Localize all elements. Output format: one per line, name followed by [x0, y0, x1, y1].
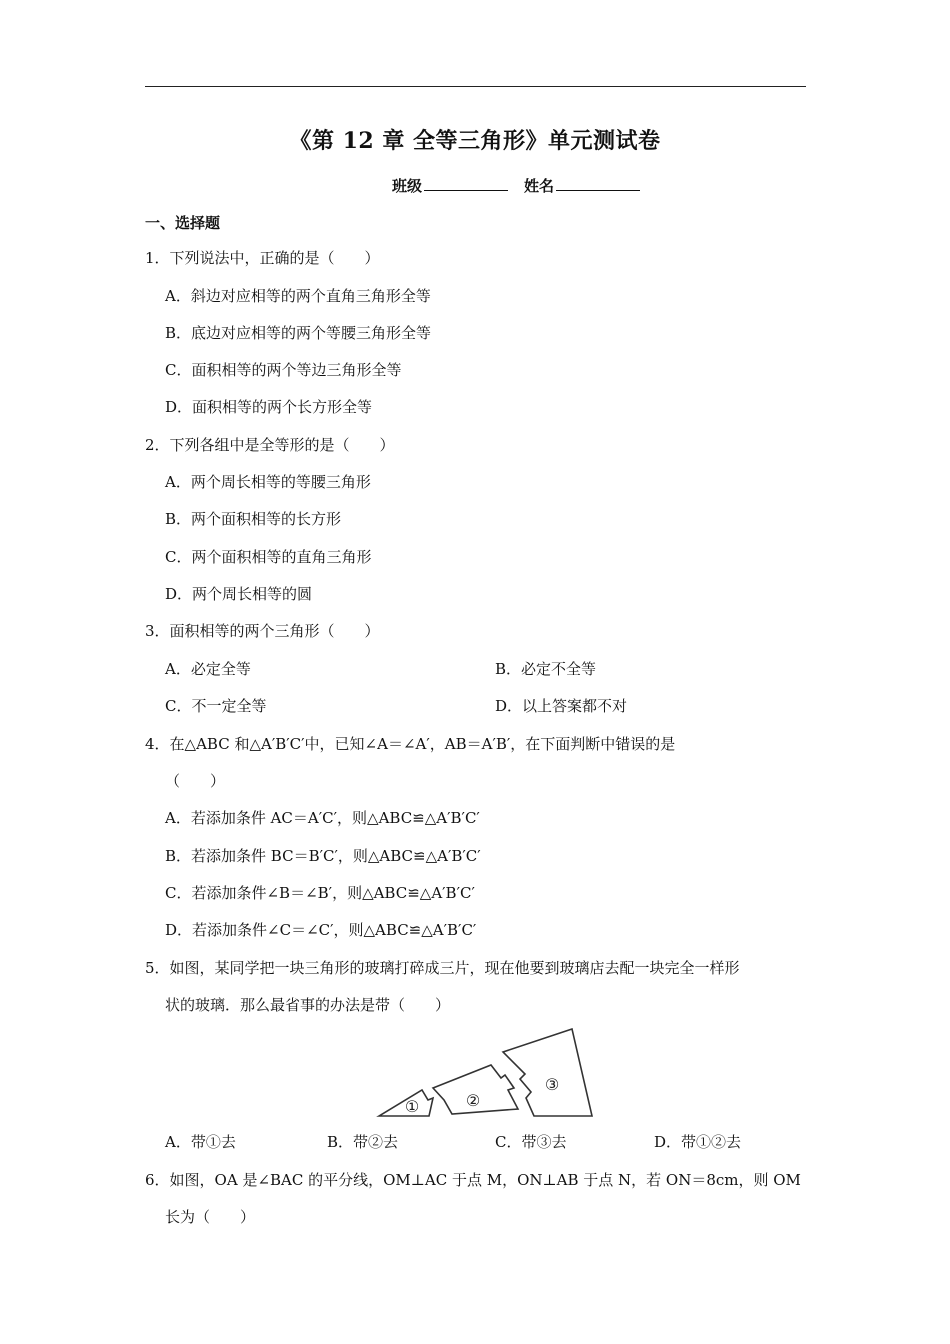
q4-option-a: A．若添加条件 AC＝A′C′，则△ABC≌△A′B′C′: [165, 809, 480, 827]
q2-option-c: C．两个面积相等的直角三角形: [165, 548, 372, 566]
class-blank[interactable]: [424, 174, 508, 191]
q4-stem: 4．在△ABC 和△A′B′C′中，已知∠A＝∠A′，AB＝A′B′，在下面判断中错误的是: [145, 735, 676, 753]
name-label: 姓名: [524, 177, 555, 195]
q2-option-d: D．两个周长相等的圆: [165, 585, 313, 603]
student-info: [392, 174, 640, 196]
header-rule: [145, 86, 806, 87]
q5-stem-cont: 状的玻璃．那么最省事的办法是带（ ）: [165, 996, 451, 1014]
q6-stem-cont: 长为（ ）: [165, 1208, 256, 1226]
q3-option-b: B．必定不全等: [495, 660, 597, 678]
q3-option-a: A．必定全等: [165, 660, 251, 678]
page-title: 《第 12 章 全等三角形》单元测试卷: [289, 128, 661, 154]
broken-glass-figure: [376, 1028, 600, 1126]
q4-stem-cont: （ ）: [165, 772, 226, 790]
q5-option-b: B．带②去: [327, 1133, 399, 1151]
q1-option-b: B．底边对应相等的两个等腰三角形全等: [165, 324, 432, 342]
q4-option-c: C．若添加条件∠B＝∠B′，则△ABC≌△A′B′C′: [165, 884, 475, 902]
broken-glass-diagram: [376, 1028, 600, 1122]
q2-option-b: B．两个面积相等的长方形: [165, 510, 342, 528]
q1-option-d: D．面积相等的两个长方形全等: [165, 398, 373, 416]
q4-option-b: B．若添加条件 BC＝B′C′，则△ABC≌△A′B′C′: [165, 847, 481, 865]
piece-1-label: ①: [404, 1097, 420, 1116]
piece-3-label: ③: [544, 1075, 560, 1094]
q5-option-a: A．带①去: [165, 1133, 236, 1151]
q5-option-d: D．带①②去: [654, 1133, 742, 1151]
q3-option-d: D．以上答案都不对: [495, 697, 628, 715]
q1-option-c: C．面积相等的两个等边三角形全等: [165, 361, 402, 379]
q6-stem: 6．如图，OA 是∠BAC 的平分线，OM⊥AC 于点 M，ON⊥AB 于点 N，若 ON＝8cm，则 OM: [145, 1171, 801, 1189]
q1-option-a: A．斜边对应相等的两个直角三角形全等: [165, 287, 431, 305]
glass-piece-3: [503, 1029, 592, 1116]
q2-option-a: A．两个周长相等的等腰三角形: [165, 473, 371, 491]
piece-2-label: ②: [465, 1091, 481, 1110]
class-label: 班级: [392, 177, 423, 195]
q5-option-c: C．带③去: [495, 1133, 567, 1151]
q4-option-d: D．若添加条件∠C＝∠C′，则△ABC≌△A′B′C′: [165, 921, 477, 939]
q3-option-c: C．不一定全等: [165, 697, 267, 715]
q3-stem: 3．面积相等的两个三角形（ ）: [145, 622, 380, 640]
q5-stem: 5．如图，某同学把一块三角形的玻璃打碎成三片，现在他要到玻璃店去配一块完全一样形: [145, 959, 740, 977]
name-blank[interactable]: [556, 174, 640, 191]
section-heading: 一、选择题: [145, 214, 221, 232]
q1-stem: 1．下列说法中，正确的是（ ）: [145, 249, 380, 267]
q2-stem: 2．下列各组中是全等形的是（ ）: [145, 436, 395, 454]
